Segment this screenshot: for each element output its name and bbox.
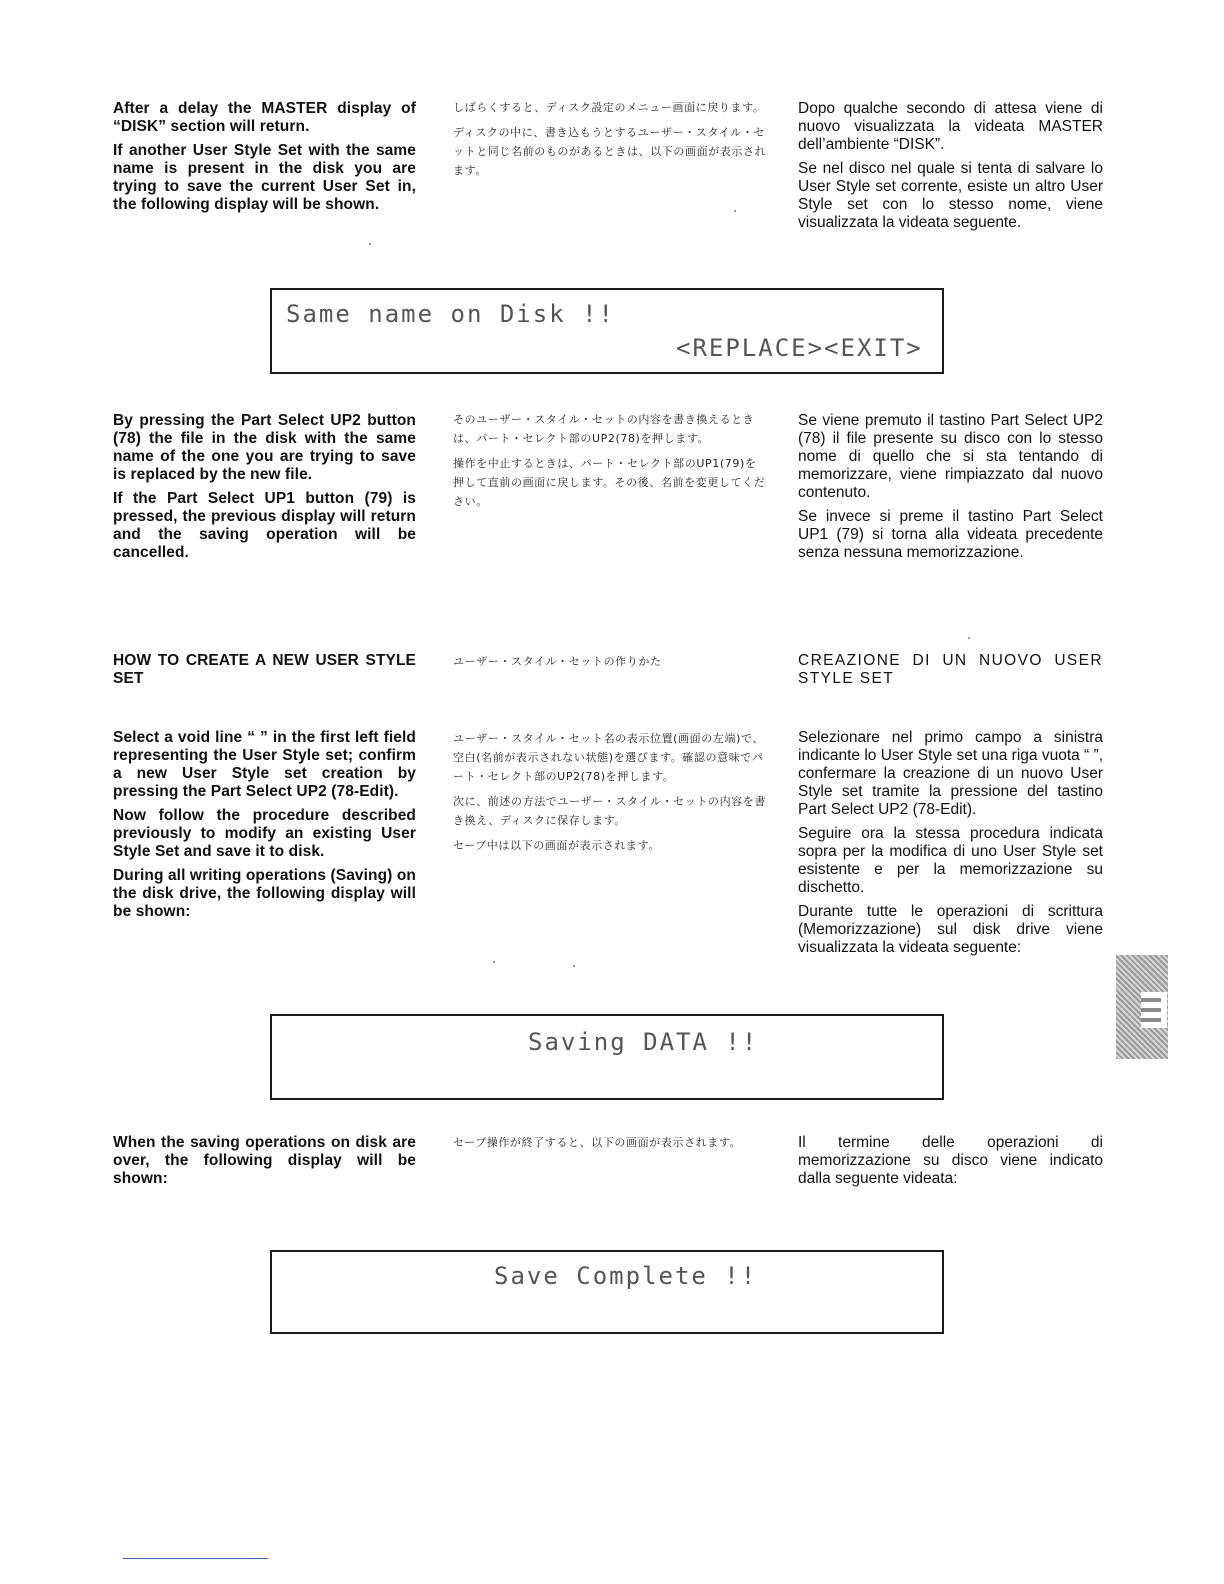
paragraph: Se nel disco nel quale si tenta di salvare lo User Style set corrente, esiste un altro User Style set con lo stesso nome, viene visualizzata la videata seguente. bbox=[798, 160, 1103, 231]
section3-japanese bbox=[453, 729, 768, 861]
paragraph: If the Part Select UP1 button (79) is pressed, the previous display will return and the saving operation will be cancelled. bbox=[113, 490, 416, 561]
section4-italian bbox=[798, 1134, 1103, 1194]
paragraph: ユーザー・スタイル・セット名の表示位置(画面の左端)で、空白(名前が表示されない状態)を選びます。確認の意味でパート・セレクト部のUP2(78)を押します。 bbox=[453, 732, 764, 783]
paragraph: 操作を中止するときは、パート・セレクト部のUP1(79)を押して直前の画面に戻します。その後、名前を変更してください。 bbox=[453, 457, 766, 508]
paragraph: 次に、前述の方法でユーザー・スタイル・セットの内容を書き換え、ディスクに保存します。 bbox=[453, 795, 766, 827]
paragraph: Select a void line “ ” in the first left field representing the User Style set; confirm a new User Style set creation by pressing the Part Select UP2 (78-Edit). bbox=[113, 729, 416, 800]
scan-speck bbox=[493, 961, 495, 963]
scan-speck bbox=[734, 210, 736, 212]
section3-english bbox=[113, 729, 416, 927]
paragraph: そのユーザー・スタイル・セットの内容を書き換えるときは、パート・セレクト部のUP2(78)を押します。 bbox=[453, 413, 755, 445]
paragraph: After a delay the MASTER display of “DISK” section will return. bbox=[113, 100, 416, 135]
lcd-line-1: Same name on Disk !! bbox=[286, 300, 615, 328]
scan-speck bbox=[573, 965, 575, 967]
paragraph: Selezionare nel primo campo a sinistra indicante lo User Style set una riga vuota “ ”, confermare la creazione di un nuovo User Style set tramite la pressione del tastino Part Select UP2 (78-Edit). bbox=[798, 729, 1103, 818]
lcd-line-1: Save Complete !! bbox=[494, 1262, 758, 1290]
footer-rule bbox=[123, 1558, 268, 1559]
section2-japanese bbox=[453, 410, 768, 517]
section1-italian bbox=[798, 100, 1103, 238]
lcd-line-2: <REPLACE><EXIT> bbox=[676, 334, 923, 362]
paragraph: Seguire ora la stessa procedura indicata sopra per la modifica di uno User Style set esistente e per la memorizzazione su dischetto. bbox=[798, 825, 1103, 896]
section2-english bbox=[113, 412, 416, 568]
scan-speck bbox=[968, 637, 970, 639]
paragraph: Durante tutte le operazioni di scrittura (Memorizzazione) sul disk drive viene visualizzata la videata seguente: bbox=[798, 903, 1103, 956]
paragraph: ディスクの中に、書き込もうとするユーザー・スタイル・セットと同じ名前のものがあるときは、以下の画面が表示されます。 bbox=[453, 126, 767, 177]
heading-english bbox=[113, 652, 416, 694]
section4-english bbox=[113, 1134, 416, 1194]
heading-italian bbox=[798, 652, 1103, 694]
section1-english bbox=[113, 100, 416, 220]
section-heading: HOW TO CREATE A NEW USER STYLE SET bbox=[113, 652, 416, 687]
paragraph: When the saving operations on disk are over, the following display will be shown: bbox=[113, 1134, 416, 1187]
lcd-line-1: Saving DATA !! bbox=[528, 1028, 759, 1056]
paragraph: Se invece si preme il tastino Part Select UP1 (79) si torna alla videata precedente senza nessuna memorizzazione. bbox=[798, 508, 1103, 561]
lcd-display-saving bbox=[270, 1014, 944, 1100]
section2-italian bbox=[798, 412, 1103, 568]
section1-japanese bbox=[453, 98, 768, 186]
paragraph: セーブ操作が終了すると、以下の画面が表示されます。 bbox=[453, 1136, 742, 1149]
section3-italian bbox=[798, 729, 1103, 963]
lcd-display-save-complete bbox=[270, 1250, 944, 1334]
paragraph: セーブ中は以下の画面が表示されます。 bbox=[453, 839, 660, 852]
paragraph: Dopo qualche secondo di attesa viene di nuovo visualizzata la videata MASTER dell’ambiente “DISK”. bbox=[798, 100, 1103, 153]
section-heading: CREAZIONE DI UN NUOVO USER STYLE SET bbox=[798, 652, 1103, 687]
paragraph: By pressing the Part Select UP2 button (78) the file in the disk with the same name of the one you are trying to save is replaced by the new file. bbox=[113, 412, 416, 483]
lcd-display-same-name bbox=[270, 288, 944, 374]
section-e-tab-icon bbox=[1141, 992, 1167, 1028]
paragraph: Il termine delle operazioni di memorizzazione su disco viene indicato dalla seguente videata: bbox=[798, 1134, 1103, 1187]
paragraph: If another User Style Set with the same name is present in the disk you are trying to save the current User Set in, the following display will be shown. bbox=[113, 142, 416, 213]
section-heading: ユーザー・スタイル・セットの作りかた bbox=[453, 655, 662, 668]
section4-japanese bbox=[453, 1133, 768, 1158]
heading-japanese bbox=[453, 652, 768, 677]
paragraph: During all writing operations (Saving) on the disk drive, the following display will be shown: bbox=[113, 867, 416, 920]
paragraph: Now follow the procedure described previously to modify an existing User Style Set and save it to disk. bbox=[113, 807, 416, 860]
scan-speck bbox=[369, 243, 371, 245]
paragraph: Se viene premuto il tastino Part Select UP2 (78) il file presente su disco con lo stesso nome di quello che si sta tentando di memorizzare, viene rimpiazzato dal nuovo contenuto. bbox=[798, 412, 1103, 501]
paragraph: しばらくすると、ディスク設定のメニュー画面に戻ります。 bbox=[453, 101, 765, 114]
